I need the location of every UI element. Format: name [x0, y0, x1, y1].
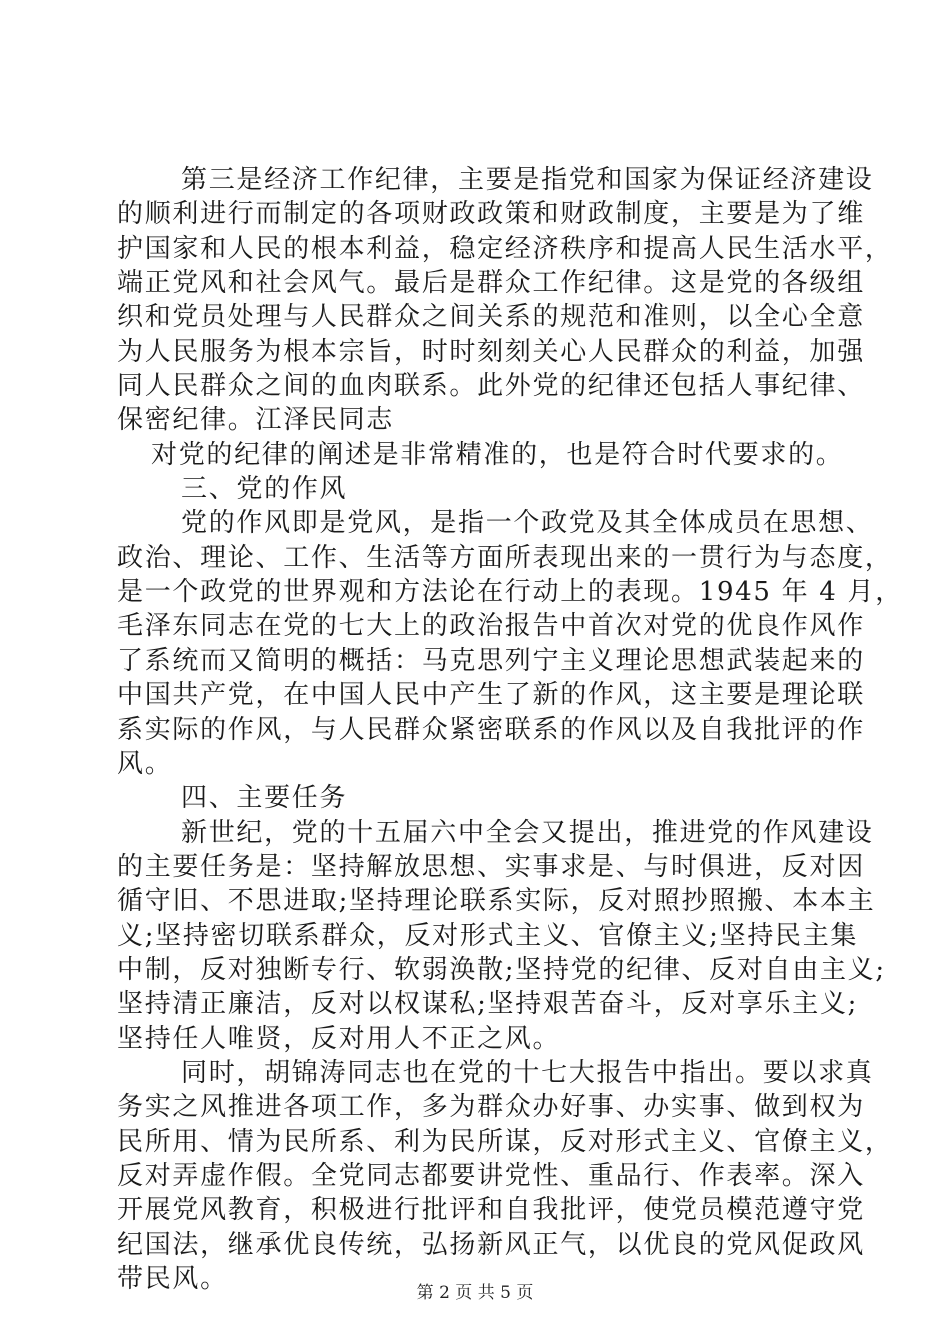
paragraph-line: 政治、理论、工作、生活等方面所表现出来的一贯行为与态度，: [117, 542, 893, 573]
paragraph-line: 党的作风即是党风，是指一个政党及其全体成员在思想、: [181, 508, 874, 539]
paragraph-line: 同人民群众之间的血肉联系。此外党的纪律还包括人事纪律、: [117, 371, 865, 402]
paragraph-line: 为人民服务为根本宗旨，时时刻刻关心人民群众的利益，加强: [117, 336, 865, 367]
paragraph-line: 带民风。: [117, 1264, 228, 1294]
paragraph-line: 同时，胡锦涛同志也在党的十七大报告中指出。要以求真: [181, 1057, 874, 1088]
paragraph-line: 民所用、情为民所系、利为民所谋，反对形式主义、官僚主义，: [117, 1126, 893, 1157]
paragraph-line: 是一个政党的世界观和方法论在行动上的表现。1945 年 4 月，: [117, 577, 903, 608]
paragraph-line: 纪国法，继承优良传统，弘扬新风正气，以优良的党风促政风: [117, 1229, 865, 1260]
paragraph-line: 新世纪，党的十五届六中全会又提出，推进党的作风建设: [181, 817, 874, 848]
paragraph-line: 反对弄虚作假。全党同志都要讲党性、重品行、作表率。深入: [117, 1160, 865, 1191]
paragraph-line: 对党的纪律的阐述是非常精准的，也是符合时代要求的。: [151, 439, 844, 470]
document-body: [117, 163, 903, 1296]
paragraph-line: 风。: [117, 748, 173, 779]
paragraph-line: 务实之风推进各项工作，多为群众办好事、办实事、做到权为: [117, 1092, 865, 1123]
paragraph-line: 义;坚持密切联系群众，反对形式主义、官僚主义;坚持民主集: [117, 920, 859, 951]
paragraph-line: 端正党风和社会风气。最后是群众工作纪律。这是党的各级组: [117, 268, 865, 299]
paragraph-line: 系实际的作风，与人民群众紧密联系的作风以及自我批评的作: [117, 714, 865, 745]
paragraph-line: 循守旧、不思进取;坚持理论联系实际，反对照抄照搬、本本主: [117, 886, 876, 917]
paragraph-line: 保密纪律。江泽民同志: [117, 405, 395, 436]
paragraph-line: 的顺利进行而制定的各项财政政策和财政制度，主要是为了维: [117, 199, 865, 230]
paragraph-line: 织和党员处理与人民群众之间关系的规范和准则，以全心全意: [117, 302, 865, 333]
paragraph-line: 坚持任人唯贤，反对用人不正之风。: [117, 1023, 561, 1054]
page-number-footer: 第 2 页 共 5 页: [416, 1283, 534, 1303]
paragraph-line: 了系统而又简明的概括：马克思列宁主义理论思想武装起来的: [117, 645, 865, 676]
paragraph-line: 中制，反对独断专行、软弱涣散;坚持党的纪律、反对自由主义;: [117, 954, 886, 985]
paragraph-line: 护国家和人民的根本利益，稳定经济秩序和提高人民生活水平，: [117, 233, 893, 264]
paragraph-line: 的主要任务是：坚持解放思想、实事求是、与时俱进，反对因: [117, 851, 865, 882]
paragraph-line: 第三是经济工作纪律，主要是指党和国家为保证经济建设: [181, 165, 874, 195]
section-heading: 三、党的作风: [181, 474, 348, 505]
paragraph-line: 毛泽东同志在党的七大上的政治报告中首次对党的优良作风作: [117, 611, 865, 642]
paragraph-line: 坚持清正廉洁，反对以权谋私;坚持艰苦奋斗，反对享乐主义;: [117, 989, 859, 1020]
section-heading: 四、主要任务: [181, 783, 348, 814]
paragraph-line: 中国共产党，在中国人民中产生了新的作风，这主要是理论联: [117, 680, 865, 711]
paragraph-line: 开展党风教育，积极进行批评和自我批评，使党员模范遵守党: [117, 1195, 865, 1226]
